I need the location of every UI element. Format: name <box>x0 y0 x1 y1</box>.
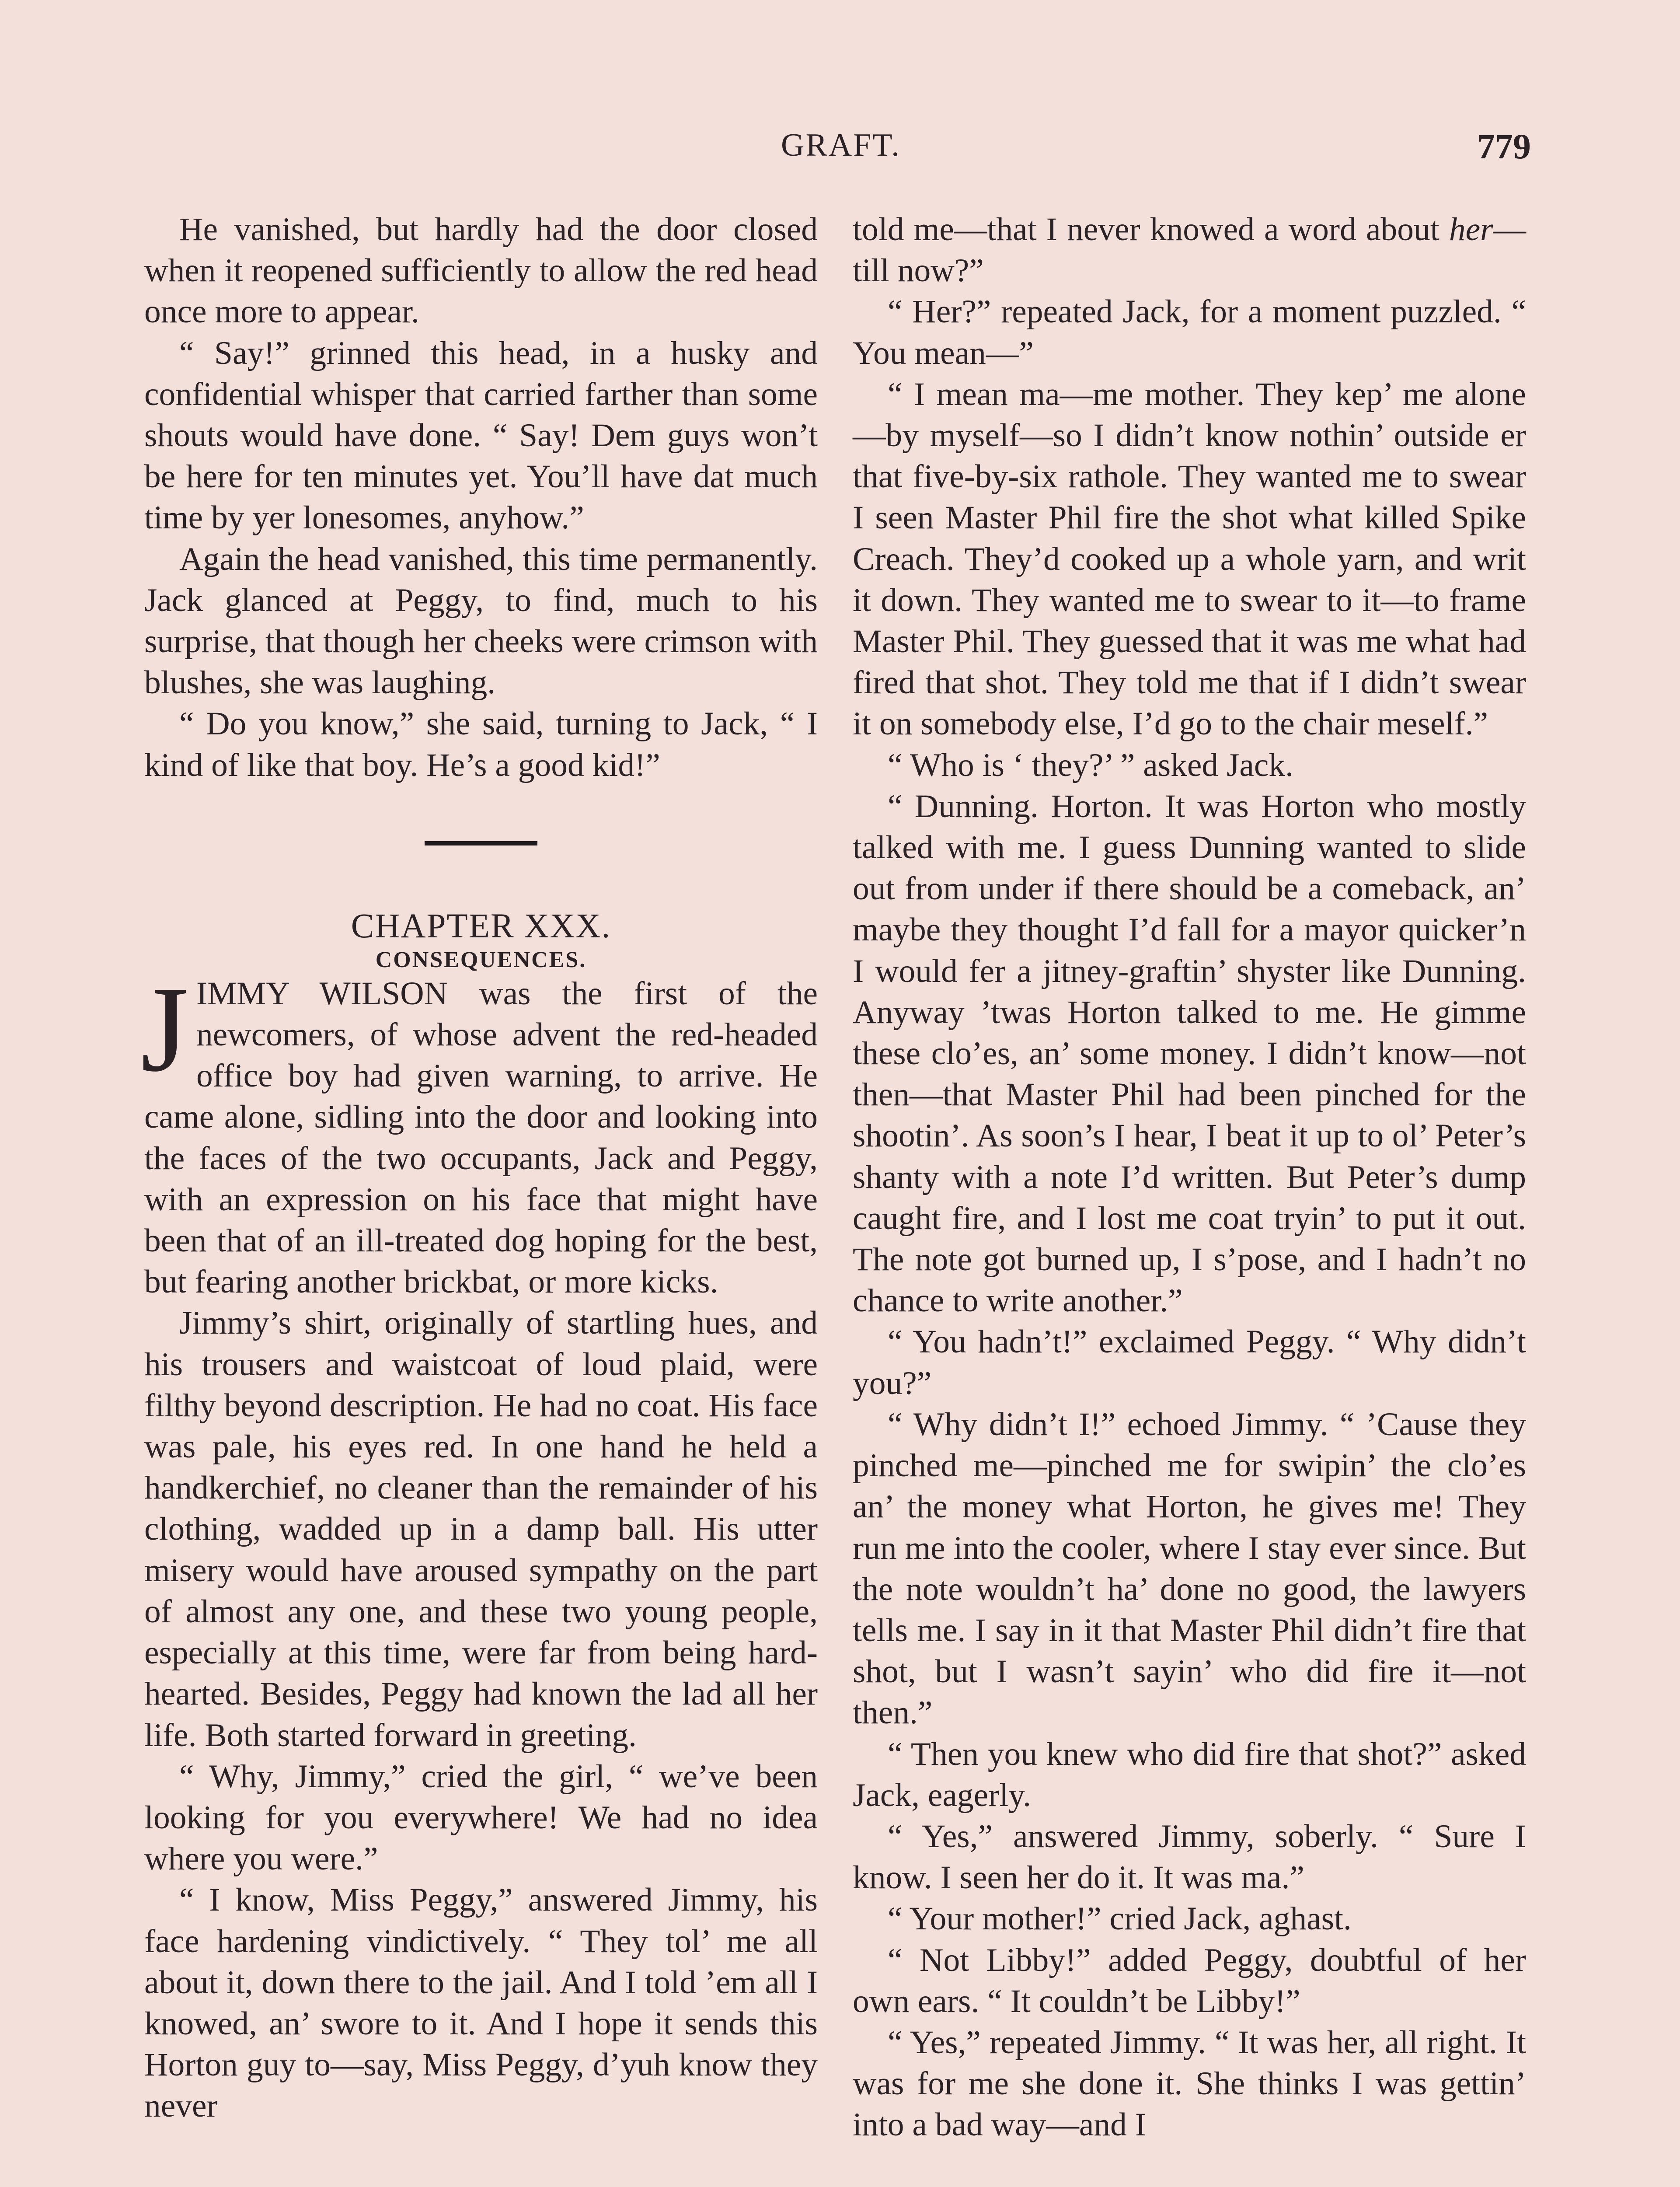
italic-word: her <box>1449 211 1493 248</box>
right-column <box>853 209 1526 2146</box>
paragraph-continued <box>853 209 1526 291</box>
paragraph: “ You hadn’t!” exclaimed Peggy. “ Why didn’t you?” <box>853 1324 1526 1401</box>
paragraph: “ Do you know,” she said, turning to Jack, “ I kind of like that boy. He’s a good kid!” <box>144 706 818 783</box>
paragraph: “ I mean ma—me mother. They kep’ me alone—by myself—so I didn’t know nothin’ outside er that five-by-six rathole. They wanted me to swear I seen Master Phil fire the shot what killed Spike Creach. They’d cooked up a whole yarn, and writ it down. They wanted me to swear to it—to frame Master Phil. They guessed that it was me what had fired that shot. They told me that if I didn’t swear it on somebody else, I’d go to the chair meself.” <box>853 376 1526 742</box>
paragraph: “ I know, Miss Peggy,” answered Jimmy, his face hardening vindictively. “ They tol’ me all about it, down there to the jail. And I told ’em all I knowed, an’ swore to it. And I hope it sends this Horton guy to—say, Miss Peggy, d’yuh know they never <box>144 1882 818 2124</box>
paragraph: “ Dunning. Horton. It was Horton who mostly talked with me. I guess Dunning wanted to slide out from under if there should be a comeback, an’ maybe they thought I’d fall for a mayor quicker’n I would fer a jitney-graftin’ shyster like Dunning. Anyway ’twas Horton talked to me. He gimme these clo’es, an’ some money. I didn’t know—not then—that Master Phil had been pinched for the shootin’. As soon’s I hear, I beat it up to ol’ Peter’s shanty with a note I’d written. But Peter’s dump caught fire, and I lost me coat tryin’ to put it out. The note got burned up, I s’pose, and I hadn’t no chance to write another.” <box>853 788 1526 1319</box>
section-divider <box>425 841 537 845</box>
paragraph: “ Her?” repeated Jack, for a moment puzzled. “ You mean—” <box>853 293 1526 371</box>
paragraph: “ Then you knew who did fire that shot?” asked Jack, eagerly. <box>853 1736 1526 1813</box>
paragraph: “ Your mother!” cried Jack, aghast. <box>888 1901 1352 1937</box>
paragraph: “ Who is ‘ they?’ ” asked Jack. <box>888 747 1294 783</box>
paragraph-text: told me—that I never knowed a word about <box>853 211 1449 248</box>
chapter-title: CHAPTER XXX. <box>351 907 611 945</box>
page-number: 779 <box>1477 126 1531 166</box>
paragraph: “ Yes,” answered Jimmy, soberly. “ Sure I know. I seen her do it. It was ma.” <box>853 1818 1526 1896</box>
paragraph: He vanished, but hardly had the door closed when it reopened sufficiently to allow the red head once more to appear. <box>144 211 818 330</box>
paragraph-text: IMMY WILSON was the first of the newcomers, of whose advent the red-headed office boy had given warning, to arrive. He came alone, sidling into the door and looking into the faces of the two occupants, Jack and Peggy, with an expression on his face that might have been that of an ill-treated dog hoping for the best, but fearing another brickbat, or more kicks. <box>144 975 818 1300</box>
chapter-opening-paragraph <box>141 961 818 1303</box>
drop-cap: J <box>141 961 188 1097</box>
paragraph: “ Yes,” repeated Jimmy. “ It was her, all right. It was for me she done it. She thinks I was gettin’ into a bad way—and I <box>853 2024 1526 2143</box>
left-column <box>141 209 818 2127</box>
paragraph-text: —till now?” <box>853 211 1526 289</box>
paragraph: Jimmy’s shirt, originally of startling hues, and his trousers and waistcoat of loud plaid, were filthy beyond description. He had no coat. His face was pale, his eyes red. In one hand he held a handkerchief, no cleaner than the remainder of his clothing, wadded up in a damp ball. His utter misery would have aroused sympathy on the part of almost any one, and these two young people, especially at this time, were far from being hard-hearted. Besides, Peggy had known the lad all her life. Both started forward in greeting. <box>144 1305 818 1754</box>
paragraph: “ Not Libby!” added Peggy, doubtful of her own ears. “ It couldn’t be Libby!” <box>853 1942 1526 2019</box>
paragraph: “ Why, Jimmy,” cried the girl, “ we’ve been looking for you everywhere! We had no idea where you were.” <box>144 1758 818 1877</box>
paragraph: Again the head vanished, this time permanently. Jack glanced at Peggy, to find, much to his surprise, that though her cheeks were crimson with blushes, she was laughing. <box>144 541 818 701</box>
chapter-subtitle: CONSEQUENCES. <box>375 947 587 972</box>
paragraph: “ Why didn’t I!” echoed Jimmy. “ ’Cause they pinched me—pinched me for swipin’ the clo’es an’ the money what Horton, he gives me! They run me into the cooler, where I stay ever since. But the note wouldn’t ha’ done no good, the lawyers tells me. I say in it that Master Phil didn’t fire that shot, but I wasn’t sayin’ who did fire it—not then.” <box>853 1406 1527 1731</box>
running-head: GRAFT. <box>781 127 901 163</box>
paragraph: “ Say!” grinned this head, in a husky and confidential whisper that carried farther than some shouts would have done. “ Say! Dem guys won’t be here for ten minutes yet. You’ll have dat much time by yer lonesomes, anyhow.” <box>144 335 818 536</box>
